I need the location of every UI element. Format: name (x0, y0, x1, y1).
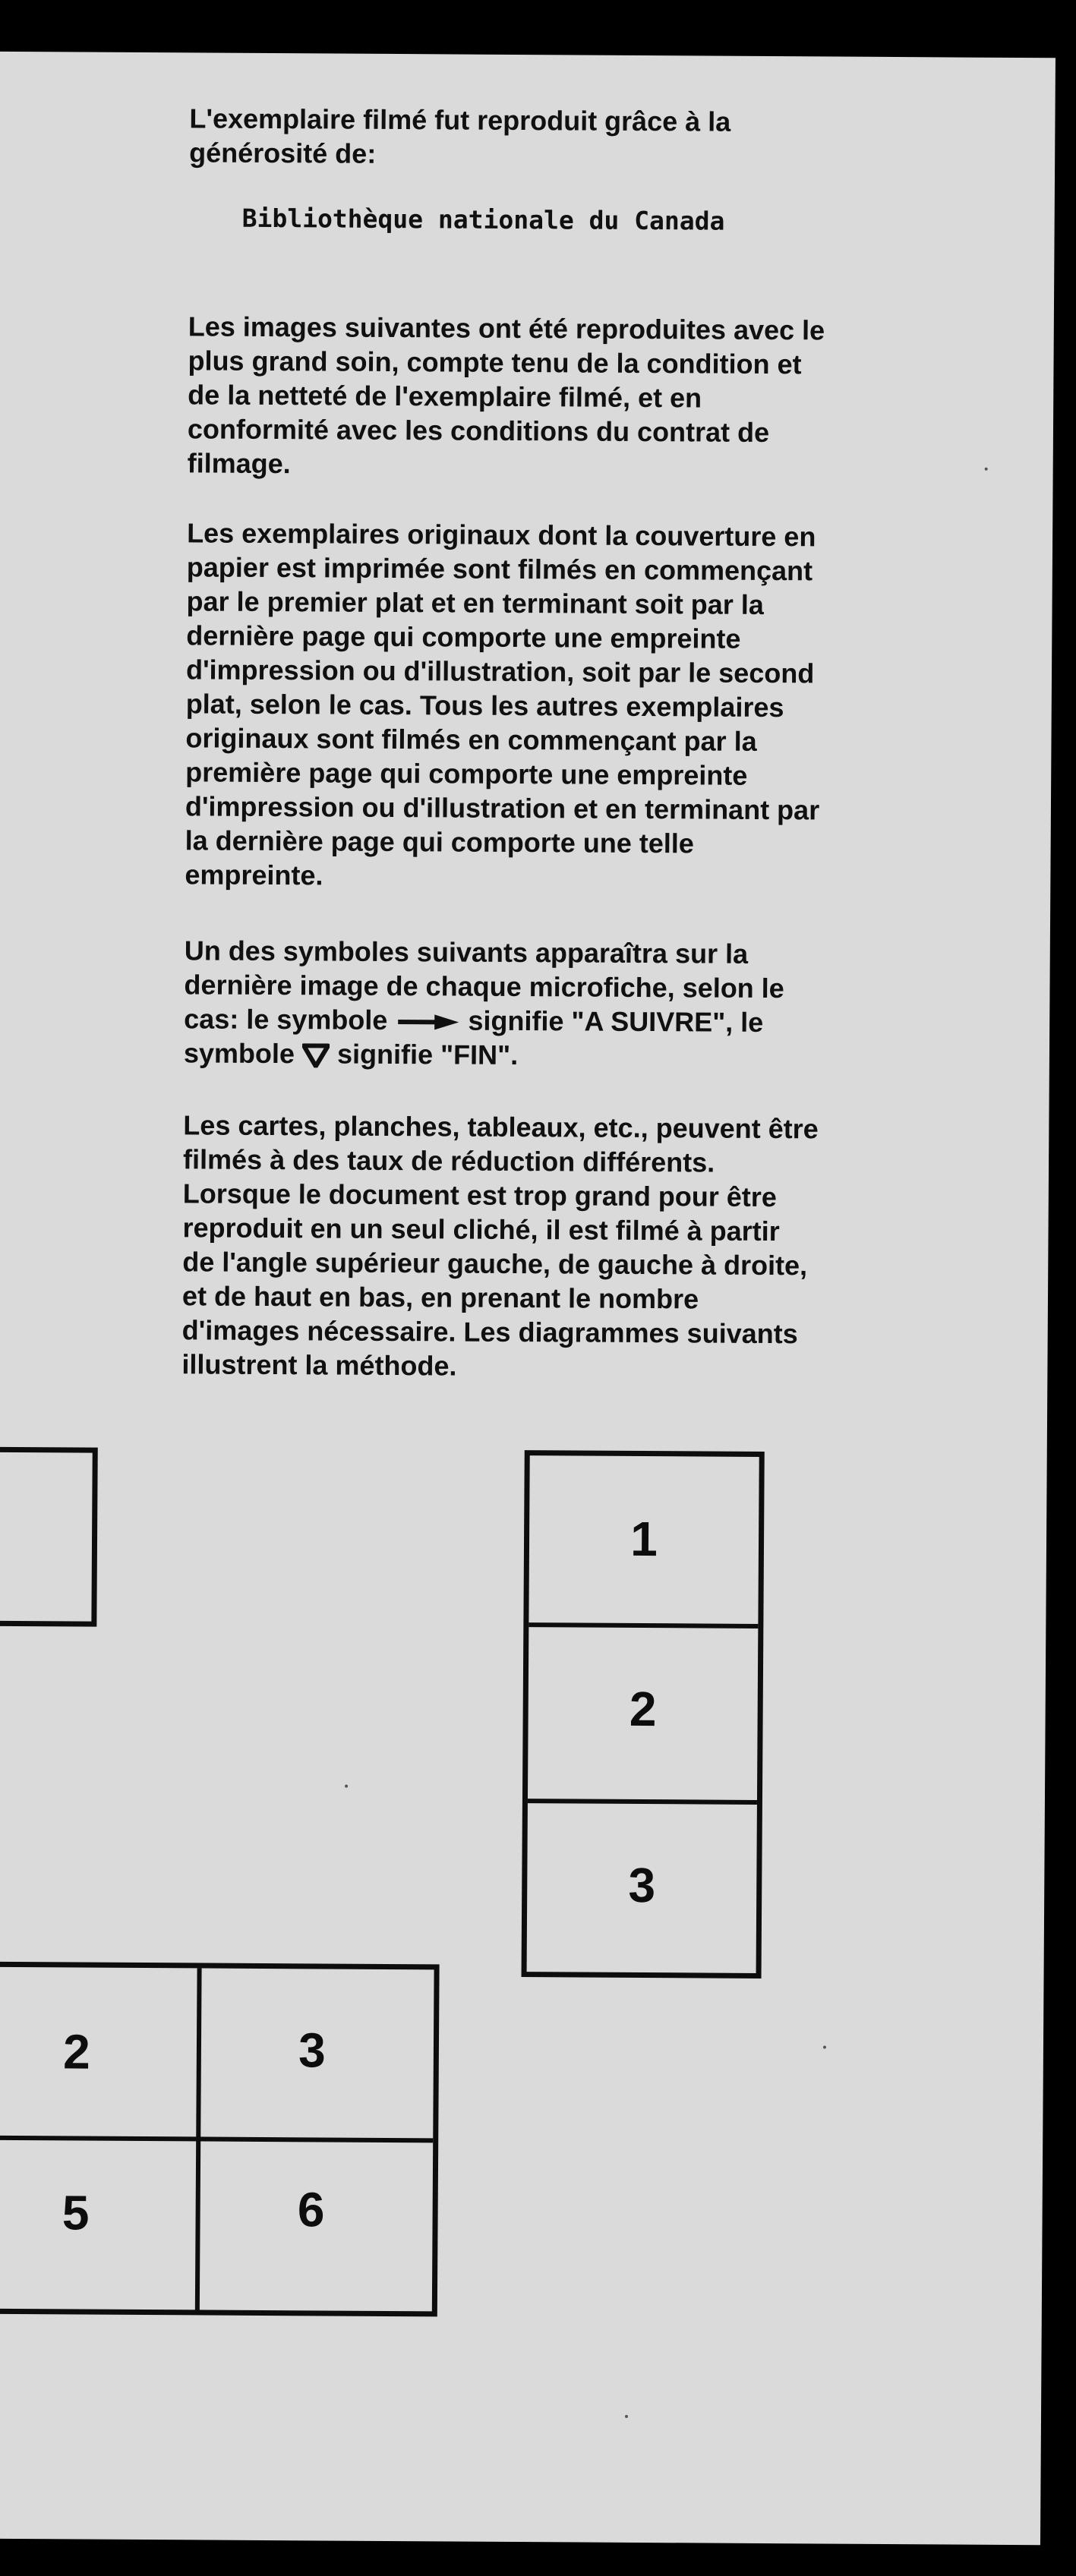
diagram-cell-number: 2 (62, 2024, 90, 2079)
text-line: originaux sont filmés en commençant par la (185, 722, 757, 757)
text-line: la dernière page qui comporte une telle (185, 825, 694, 859)
text-segment: cas: le symbole (184, 1003, 388, 1036)
text-line: par le premier plat et en terminant soit par la (186, 585, 764, 620)
text-line: de l'angle supérieur gauche, de gauche à droite, (182, 1246, 808, 1282)
diagram-vertical (522, 1450, 765, 1979)
text-line: papier est imprimée sont filmés en commençant (186, 551, 813, 587)
speck (625, 2415, 628, 2418)
text-line: Un des symboles suivants apparaîtra sur la (184, 935, 749, 970)
diagram-divider (528, 1799, 757, 1805)
text-line: d'impression ou d'illustration, soit par le second (185, 654, 815, 689)
text-line: d'images nécessaire. Les diagrammes suivants (181, 1314, 798, 1350)
diagram-divider (529, 1622, 758, 1629)
speck (823, 2045, 826, 2048)
text-line: Lorsque le document est trop grand pour être (182, 1178, 778, 1213)
diagram-cell-number: 3 (298, 2023, 326, 2078)
text-line: de la netteté de l'exemplaire filmé, et en (188, 379, 702, 414)
paragraph-method (181, 1108, 942, 1386)
text-line: reproduit en un seul cliché, il est filmé à partir (182, 1212, 780, 1247)
text-line: première page qui comporte une empreinte (185, 756, 748, 791)
paragraph-symbols (184, 933, 944, 1074)
speck (985, 468, 988, 471)
text-line: Les images suivantes ont été reproduites avec le (188, 311, 825, 346)
text-line (184, 1001, 943, 1040)
speck (345, 1785, 348, 1788)
paragraph-originals (185, 516, 946, 896)
text-line (184, 1036, 943, 1074)
text-line: plus grand soin, compte tenu de la condition et (188, 345, 802, 380)
text-line: et de haut en bas, en prenant le nombre (181, 1280, 699, 1315)
triangle-down-icon (302, 1044, 330, 1068)
text-segment: signifie "A SUIVRE", le (468, 1004, 764, 1038)
margin-character (0, 158, 1, 192)
text-line: illustrent la méthode. (181, 1348, 457, 1382)
text-line: dernière image de chaque microfiche, selon le (184, 969, 784, 1004)
arrow-right-icon (395, 1014, 460, 1033)
document-page (0, 52, 1055, 2546)
text-line: Les cartes, planches, tableaux, etc., peuvent être (183, 1109, 819, 1145)
diagram-cell-number: 6 (297, 2182, 325, 2237)
text-line: d'impression ou d'illustration et en terminant par (185, 790, 820, 826)
diagram-divider (0, 2135, 433, 2142)
diagram-cell-number: 3 (628, 1857, 656, 1913)
paragraph-reproduction (188, 309, 948, 484)
diagram-cell-number: 5 (62, 2185, 90, 2240)
intro-line: L'exemplaire filmé fut reproduit grâce à la (189, 102, 731, 137)
intro-text (189, 101, 949, 174)
text-line: filmage. (187, 447, 291, 480)
text-segment: symbole (183, 1037, 295, 1070)
text-line: plat, selon le cas. Tous les autres exemplaires (185, 688, 784, 724)
text-line: conformité avec les conditions du contrat de (187, 413, 770, 449)
text-line: empreinte. (185, 859, 323, 891)
library-name: Bibliothèque nationale du Canada (241, 203, 725, 236)
text-line: dernière page qui comporte une empreinte (186, 620, 741, 654)
diagram-cell-number: 1 (630, 1511, 658, 1567)
intro-line: générosité de: (189, 137, 377, 169)
text-line: filmés à des taux de réduction différents. (182, 1143, 715, 1178)
diagram-grid (0, 1961, 440, 2316)
text-line: Les exemplaires originaux dont la couverture en (187, 517, 816, 553)
diagram-cell-number: 2 (629, 1681, 657, 1737)
text-segment: signifie "FIN". (336, 1038, 519, 1071)
diagram-horizontal-partial (0, 1446, 98, 1626)
